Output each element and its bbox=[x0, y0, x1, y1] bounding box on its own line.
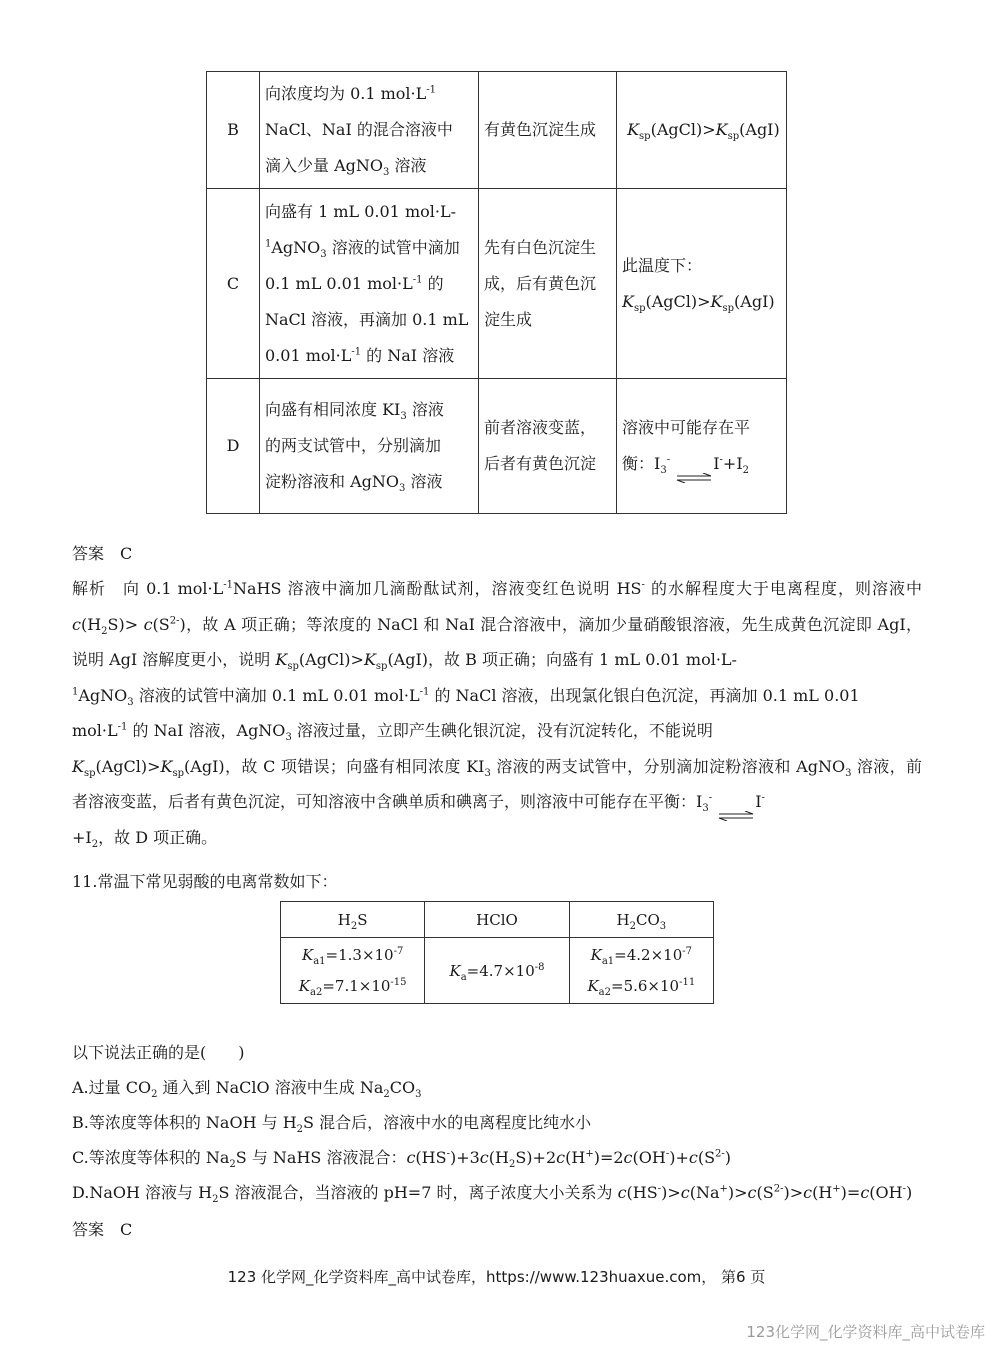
ionization-constant-table bbox=[280, 901, 714, 1004]
conclusion-cell: 溶液中可能存在平 衡：$I_3^-$ $I^-+I_2$ bbox=[617, 379, 787, 514]
phenomenon-cell: 有黄色沉淀生成 bbox=[479, 72, 617, 189]
row-label: D bbox=[207, 379, 260, 514]
phenomenon-cell: 前者溶液变蓝， 后者有黄色沉淀 bbox=[479, 379, 617, 514]
answer-label: 答案 C bbox=[72, 1220, 133, 1239]
question-11-title: 11.常温下常见弱酸的电离常数如下： bbox=[72, 872, 338, 891]
row-label: B bbox=[207, 72, 260, 189]
table-row bbox=[207, 189, 787, 379]
operation-cell: 向盛有 1 mL 0.01 mol·L- $^1$AgNO$_3$ 溶液的试管中滴加 0.1 mL 0.01 $mol\cdot L^{-1}$ 的 NaCl 溶液，再滴加 0.1 mL 0.01 $mol\cdot L^{-1}$ 的 NaI 溶液 bbox=[260, 189, 479, 379]
table-header-row bbox=[281, 902, 714, 938]
page-footer: 123 化学网_化学资料库_高中试卷库，https://www.123huaxue.com， 第6 页 bbox=[227, 1268, 766, 1286]
option-a: A.过量 $CO_2$ 通入到 NaClO 溶液中生成 $Na_2CO_3$ bbox=[72, 1078, 422, 1101]
phenomenon-cell: 先有白色沉淀生 成，后有黄色沉 淀生成 bbox=[479, 189, 617, 379]
header-h2co3: $H_2CO_3$ bbox=[569, 902, 713, 938]
option-b: B.等浓度等体积的 NaOH 与 $H_2S$ 混合后，溶液中水的电离程度比纯水小 bbox=[72, 1113, 592, 1136]
conclusion-cell: 此温度下： $K_{sp}(AgCl)>K_{sp}(AgI)$ bbox=[617, 189, 787, 379]
header-h2s: $H_2S$ bbox=[281, 902, 425, 938]
answer-label: 答案 C bbox=[72, 544, 133, 563]
analysis-paragraph: 解析 向 0.1 $mol\cdot L^{-1}NaHS$ 溶液中滴加几滴酚酞试剂，溶液变红色说明 HS- 的水解程度大于电离程度，则溶液中 $c(H_2S)> c(S^{2-})$，故 A 项正确；等浓度的 NaCl 和 NaI 混合溶液中，滴加少量硝酸银溶液，先生成黄色沉淀即 AgI，说明 AgI 溶解度更小，说明 $K_{sp}(AgCl)>K_{sp}(AgI)$，故 B 项正确；向盛有 1 mL 0.01 mol·L- $^1$AgNO$_3$ 溶液的试管中滴加 0.1 mL 0.01 $mol\cdot L^{-1}$ 的 NaCl 溶液，出现氯化银白色沉淀，再滴加 0.1 mL 0.01 $mol\cdot L^{-1}$ 的 NaI 溶液，AgNO$_3$ 溶液过量，立即产生碘化银沉淀，没有沉淀转化，不能说明 $K_{sp}(AgCl)>K_{sp}(AgI)$，故 C 项错误；向盛有相同浓度 $KI_3$ 溶液的两支试管中，分别滴加淀粉溶液和 AgNO$_3$ 溶液，前者溶液变蓝，后者有黄色沉淀，可知溶液中含碘单质和碘离子，则溶液中可能存在平衡：$I_3^-$ I- $+I_2$，故 D 项正确。 bbox=[72, 579, 922, 850]
row-label: C bbox=[207, 189, 260, 379]
question-stem: 以下说法正确的是( ) bbox=[72, 1043, 245, 1062]
table-row bbox=[207, 72, 787, 189]
header-hclo: HClO bbox=[425, 902, 569, 938]
option-c: C.等浓度等体积的 $Na_2S$ 与 NaHS 溶液混合：$c(HS^-)+3c(H_2S)+2c(H^+)=2c(OH^-)+c(S^{2-})$ bbox=[72, 1148, 732, 1171]
table-row bbox=[281, 938, 714, 1004]
ka-h2s: $K_{a1}=1.3\times 10^{-7}$ $K_{a2}=7.1\times 10^{-15}$ bbox=[281, 938, 425, 1004]
conclusion-cell: $K_{sp}(AgCl)>K_{sp}(AgI)$ bbox=[617, 72, 787, 189]
operation-cell: 向浓度均为 0.1 $mol\cdot L^{-1}$ NaCl、NaI 的混合溶液中 滴入少量 AgNO$_3$ 溶液 bbox=[260, 72, 479, 189]
ka-h2co3: $K_{a1}=4.2\times 10^{-7}$ $K_{a2}=5.6\times 10^{-11}$ bbox=[569, 938, 713, 1004]
experiment-table bbox=[206, 71, 787, 514]
operation-cell: 向盛有相同浓度 $KI_3$ 溶液 的两支试管中，分别滴加 淀粉溶液和 AgNO$_3$ 溶液 bbox=[260, 379, 479, 514]
ka-hclo: $K_a=4.7\times 10^{-8}$ bbox=[425, 938, 569, 1004]
watermark: 123化学网_化学资料库_高中试卷库 bbox=[746, 1323, 985, 1341]
option-d: D.NaOH 溶液与 $H_2S$ 溶液混合，当溶液的 pH=7 时，离子浓度大小关系为 $c(HS^-)>c(Na^+)>c(S^{2-})>c(H^+)=c(OH^-)$ bbox=[72, 1183, 913, 1206]
table-row bbox=[207, 379, 787, 514]
